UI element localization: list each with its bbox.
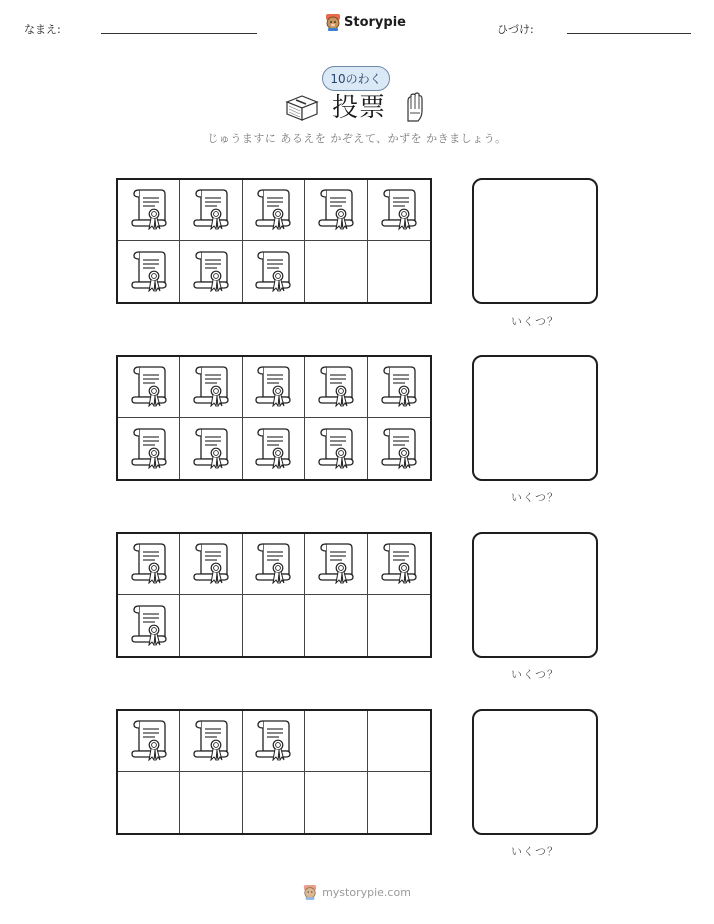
certificate-scroll-icon bbox=[191, 363, 231, 411]
frame-cell bbox=[118, 180, 180, 241]
frame-cell bbox=[118, 595, 180, 656]
frame-cell bbox=[180, 180, 242, 241]
certificate-scroll-icon bbox=[129, 540, 169, 588]
frame-cell bbox=[118, 711, 180, 772]
brand-name: Storypie bbox=[344, 14, 406, 30]
frame-cell bbox=[243, 534, 305, 595]
worksheet-title: 投票 bbox=[332, 93, 387, 123]
frame-cell bbox=[368, 357, 430, 418]
answer-box-1[interactable] bbox=[472, 178, 598, 304]
date-write-line[interactable] bbox=[567, 33, 691, 34]
frame-cell bbox=[118, 241, 180, 302]
frame-cell bbox=[305, 772, 367, 833]
frame-cell bbox=[180, 241, 242, 302]
certificate-scroll-icon bbox=[253, 186, 293, 234]
frame-cell bbox=[305, 357, 367, 418]
brand-logo bbox=[325, 12, 406, 32]
frame-cell bbox=[118, 772, 180, 833]
certificate-scroll-icon bbox=[129, 186, 169, 234]
name-write-line[interactable] bbox=[101, 33, 257, 34]
certificate-scroll-icon bbox=[191, 540, 231, 588]
frame-cell bbox=[118, 418, 180, 479]
answer-box-3[interactable] bbox=[472, 532, 598, 658]
count-label-1: いくつ？ bbox=[511, 315, 559, 328]
certificate-scroll-icon bbox=[379, 363, 419, 411]
certificate-scroll-icon bbox=[316, 363, 356, 411]
certificate-scroll-icon bbox=[191, 717, 231, 765]
name-label: なまえ: bbox=[24, 23, 61, 36]
ten-frame-3 bbox=[116, 532, 432, 658]
certificate-scroll-icon bbox=[316, 425, 356, 473]
frame-cell bbox=[243, 418, 305, 479]
frame-cell bbox=[368, 711, 430, 772]
count-label-2: いくつ？ bbox=[511, 491, 559, 504]
frame-cell bbox=[180, 711, 242, 772]
count-label-3: いくつ？ bbox=[511, 668, 559, 681]
bear-logo-icon bbox=[325, 13, 341, 31]
certificate-scroll-icon bbox=[191, 248, 231, 296]
frame-cell bbox=[243, 711, 305, 772]
frame-cell bbox=[305, 595, 367, 656]
frame-cell bbox=[118, 534, 180, 595]
answer-box-4[interactable] bbox=[472, 709, 598, 835]
ten-frame-badge: 10のわく bbox=[322, 66, 390, 91]
certificate-scroll-icon bbox=[129, 602, 169, 650]
bear-logo-icon bbox=[303, 884, 317, 900]
footer bbox=[0, 884, 714, 900]
frame-cell bbox=[368, 595, 430, 656]
frame-cell bbox=[243, 357, 305, 418]
instruction-text: じゅうますに あるえを かぞえて、かずを かきましょう。 bbox=[207, 132, 507, 145]
certificate-scroll-icon bbox=[379, 425, 419, 473]
answer-box-2[interactable] bbox=[472, 355, 598, 481]
certificate-scroll-icon bbox=[191, 186, 231, 234]
frame-cell bbox=[118, 357, 180, 418]
frame-cell bbox=[305, 180, 367, 241]
ten-frame-2 bbox=[116, 355, 432, 481]
hand-icon bbox=[402, 91, 426, 123]
certificate-scroll-icon bbox=[379, 186, 419, 234]
footer-url: mystorypie.com bbox=[322, 885, 411, 899]
frame-cell bbox=[180, 772, 242, 833]
certificate-scroll-icon bbox=[191, 425, 231, 473]
ballot-box-icon bbox=[284, 91, 320, 123]
certificate-scroll-icon bbox=[129, 717, 169, 765]
frame-cell bbox=[305, 711, 367, 772]
frame-cell bbox=[180, 595, 242, 656]
ten-frame-1 bbox=[116, 178, 432, 304]
certificate-scroll-icon bbox=[129, 248, 169, 296]
certificate-scroll-icon bbox=[253, 363, 293, 411]
certificate-scroll-icon bbox=[253, 425, 293, 473]
certificate-scroll-icon bbox=[379, 540, 419, 588]
frame-cell bbox=[305, 241, 367, 302]
date-label: ひづけ: bbox=[497, 23, 534, 36]
frame-cell bbox=[180, 418, 242, 479]
certificate-scroll-icon bbox=[129, 363, 169, 411]
certificate-scroll-icon bbox=[253, 248, 293, 296]
certificate-scroll-icon bbox=[316, 186, 356, 234]
certificate-scroll-icon bbox=[253, 540, 293, 588]
frame-cell bbox=[305, 418, 367, 479]
count-label-4: いくつ？ bbox=[511, 845, 559, 858]
frame-cell bbox=[368, 180, 430, 241]
ten-frame-4 bbox=[116, 709, 432, 835]
frame-cell bbox=[243, 241, 305, 302]
frame-cell bbox=[368, 241, 430, 302]
frame-cell bbox=[180, 357, 242, 418]
certificate-scroll-icon bbox=[129, 425, 169, 473]
frame-cell bbox=[180, 534, 242, 595]
frame-cell bbox=[368, 418, 430, 479]
certificate-scroll-icon bbox=[316, 540, 356, 588]
frame-cell bbox=[305, 534, 367, 595]
frame-cell bbox=[243, 772, 305, 833]
frame-cell bbox=[243, 180, 305, 241]
frame-cell bbox=[243, 595, 305, 656]
certificate-scroll-icon bbox=[253, 717, 293, 765]
frame-cell bbox=[368, 772, 430, 833]
frame-cell bbox=[368, 534, 430, 595]
